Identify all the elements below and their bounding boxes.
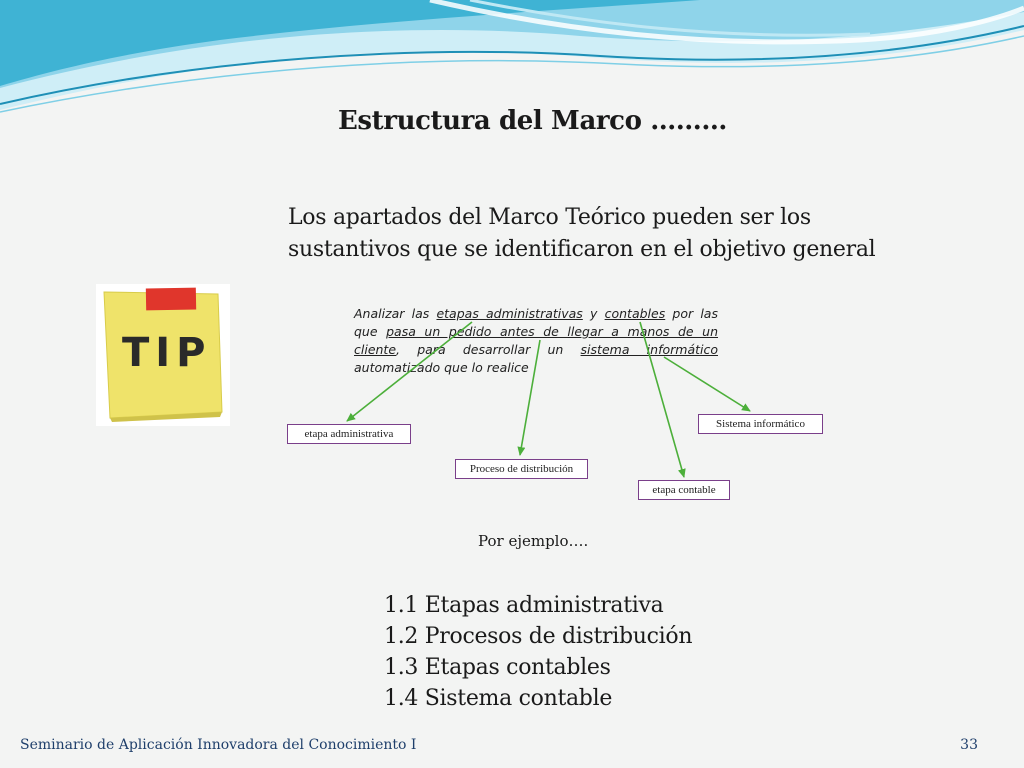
objective-keyword-proceso: pasa un pedido antes de llegar a manos de un cliente xyxy=(354,324,719,357)
objective-text-part: Analizar las xyxy=(354,306,437,321)
list-item: 1.2 Procesos de distribución xyxy=(384,624,693,649)
objective-text-part: , para desarrollar un xyxy=(396,342,581,357)
intro-line-1: Los apartados del Marco Teórico pueden ser los xyxy=(288,205,811,230)
section-list xyxy=(384,590,692,714)
slide-title: Estructura del Marco ……… xyxy=(338,106,728,136)
box-etapa-contable: etapa contable xyxy=(638,480,730,500)
footer-text: Seminario de Aplicación Innovadora del Conocimiento I xyxy=(20,737,417,753)
box-etapa-administrativa: etapa administrativa xyxy=(287,424,411,444)
list-item: 1.1 Etapas administrativa xyxy=(384,593,664,618)
page-number: 33 xyxy=(960,737,978,753)
objective-text-part: automatizado que lo realice xyxy=(354,360,529,375)
list-item: 1.4 Sistema contable xyxy=(384,686,613,711)
arrow-to-etapa-contable xyxy=(640,322,684,477)
objective-keyword-contables: contables xyxy=(604,306,666,321)
objective-keyword-etapas-administrativas: etapas administrativas xyxy=(436,306,583,321)
arrow-to-proceso-distribucion xyxy=(520,340,540,455)
list-item: 1.3 Etapas contables xyxy=(384,655,611,680)
intro-line-2: sustantivos que se identificaron en el objetivo general xyxy=(288,237,876,262)
tip-label: TIP xyxy=(122,330,212,376)
objective-text-part: por las que xyxy=(354,306,718,339)
box-sistema-informatico: Sistema informático xyxy=(698,414,823,434)
arrow-to-etapa-administrativa xyxy=(347,322,472,421)
arrow-to-sistema-informatico xyxy=(664,357,750,411)
objective-text-part: y xyxy=(582,306,605,321)
objective-keyword-sistema: sistema informático xyxy=(580,342,718,357)
example-label: Por ejemplo…. xyxy=(478,532,589,550)
box-proceso-distribucion: Proceso de distribución xyxy=(455,459,588,479)
